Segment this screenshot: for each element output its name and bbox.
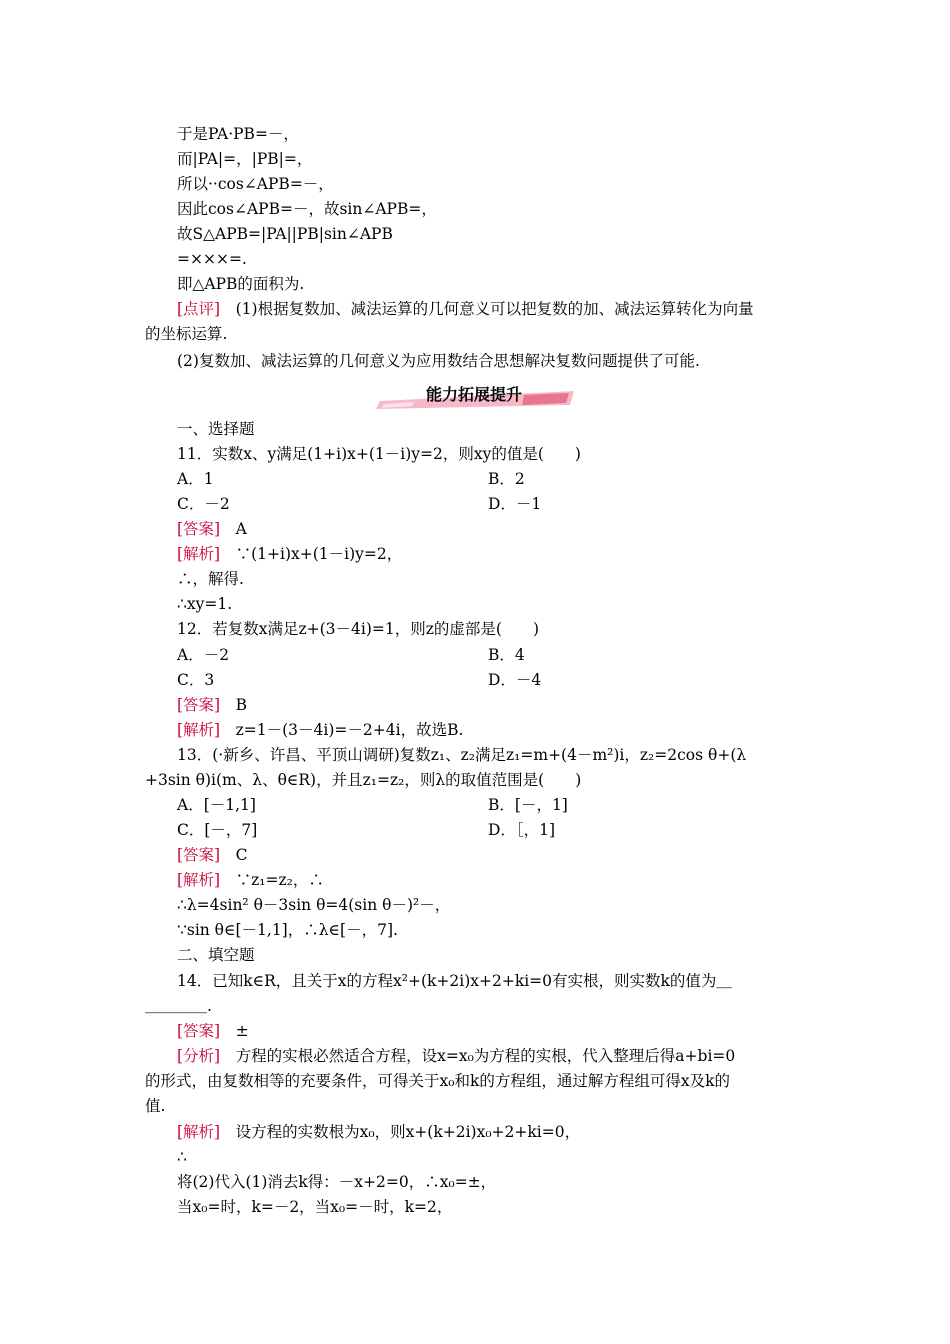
section-heading: 二、填空题 (177, 946, 255, 964)
analysis-line: [解析] ∵(1+i)x+(1－i)y=2， (177, 545, 403, 563)
text-line: ∴λ=4sin² θ－3sin θ=4(sin θ－)²－， (177, 896, 451, 914)
text-line: 因此cos∠APB=－，故sin∠APB=， (177, 200, 437, 218)
text-line: ∴，解得. (177, 570, 244, 588)
option-a: A．－2 (177, 646, 230, 664)
text-line: ∴xy=1. (177, 595, 233, 613)
answer-tag: [答案] (177, 696, 221, 714)
banner-title: 能力拓展提升 (425, 385, 523, 404)
answer-tag: [答案] (177, 520, 221, 538)
text-line: ＿＿＿＿. (145, 997, 212, 1015)
text-line: 而|PA|=，|PB|=， (177, 150, 313, 168)
answer-line: [答案] B (177, 696, 248, 714)
option-c: C．[－，7] (177, 821, 258, 839)
option-b: B．[－，1] (488, 796, 568, 814)
text-line: 值. (145, 1097, 166, 1115)
text-line: 即△APB的面积为. (177, 275, 305, 293)
answer-tag: [答案] (177, 1022, 221, 1040)
text-line: 于是PA·PB=－， (177, 125, 299, 143)
text-line: +3sin θ)i(m、λ、θ∈R)，并且z₁=z₂，则λ的取值范围是( ) (145, 771, 582, 789)
text-line: 将(2)代入(1)消去k得：－x+2=0，∴x₀=±， (177, 1173, 497, 1191)
option-a: A．[－1,1] (177, 796, 256, 814)
text-line: 的坐标运算. (145, 325, 228, 343)
analysis-tag: [解析] (177, 721, 221, 739)
text-line: ∴ (177, 1148, 187, 1166)
analysis-line: [解析] ∵z₁=z₂，∴ (177, 871, 324, 889)
section-heading: 一、选择题 (177, 420, 255, 438)
option-a: A．1 (177, 470, 214, 488)
text-line: =×××=. (177, 250, 247, 268)
analysis-tag: [解析] (177, 545, 221, 563)
thinking-tag: [分析] (177, 1047, 221, 1065)
analysis-tag: [解析] (177, 1123, 221, 1141)
option-c: C．－2 (177, 495, 230, 513)
option-b: B．2 (488, 470, 525, 488)
option-d: D．［，1] (488, 821, 556, 839)
analysis-tag: [解析] (177, 871, 221, 889)
answer-tag: [答案] (177, 846, 221, 864)
text-line: 所以··cos∠APB=－， (177, 175, 334, 193)
question-11: 11．实数x、y满足(1+i)x+(1－i)y=2，则xy的值是( ) (177, 445, 581, 463)
text-line: ∵sin θ∈[－1,1]，∴λ∈[－，7]. (177, 921, 398, 939)
option-d: D．－4 (488, 671, 542, 689)
answer-line: [答案] ± (177, 1022, 249, 1040)
option-d: D．－1 (488, 495, 542, 513)
question-14: 14．已知k∈R，且关于x的方程x²+(k+2i)x+2+ki=0有实根，则实数k的值为＿ (177, 972, 732, 990)
question-12: 12．若复数x满足z+(3－4i)=1，则z的虚部是( ) (177, 620, 540, 638)
option-b: B．4 (488, 646, 525, 664)
analysis-line: [解析] z=1－(3－4i)=－2+4i，故选B. (177, 721, 464, 739)
text-line: 故S△APB=|PA||PB|sin∠APB (177, 225, 393, 243)
analysis-line: [解析] 设方程的实数根为x₀，则x+(k+2i)x₀+2+ki=0， (177, 1123, 581, 1141)
text-line: 的形式，由复数相等的充要条件，可得关于x₀和k的方程组，通过解方程组可得x及k的 (145, 1072, 730, 1090)
section-banner (374, 383, 574, 411)
answer-line: [答案] C (177, 846, 248, 864)
text-line: (2)复数加、减法运算的几何意义为应用数结合思想解决复数问题提供了可能. (177, 352, 700, 370)
comment-paragraph: [点评] (1)根据复数加、减法运算的几何意义可以把复数的加、减法运算转化为向量 (177, 300, 754, 318)
option-c: C．3 (177, 671, 215, 689)
question-13: 13．(·新乡、许昌、平顶山调研)复数z₁、z₂满足z₁=m+(4－m²)i，z₂=2cos θ+(λ (177, 746, 747, 764)
comment-tag: [点评] (177, 300, 221, 318)
thinking-line: [分析] 方程的实根必然适合方程，设x=x₀为方程的实根，代入整理后得a+bi=0 (177, 1047, 736, 1065)
text-line: 当x₀=时，k=－2，当x₀=－时，k=2， (177, 1198, 453, 1216)
answer-line: [答案] A (177, 520, 247, 538)
